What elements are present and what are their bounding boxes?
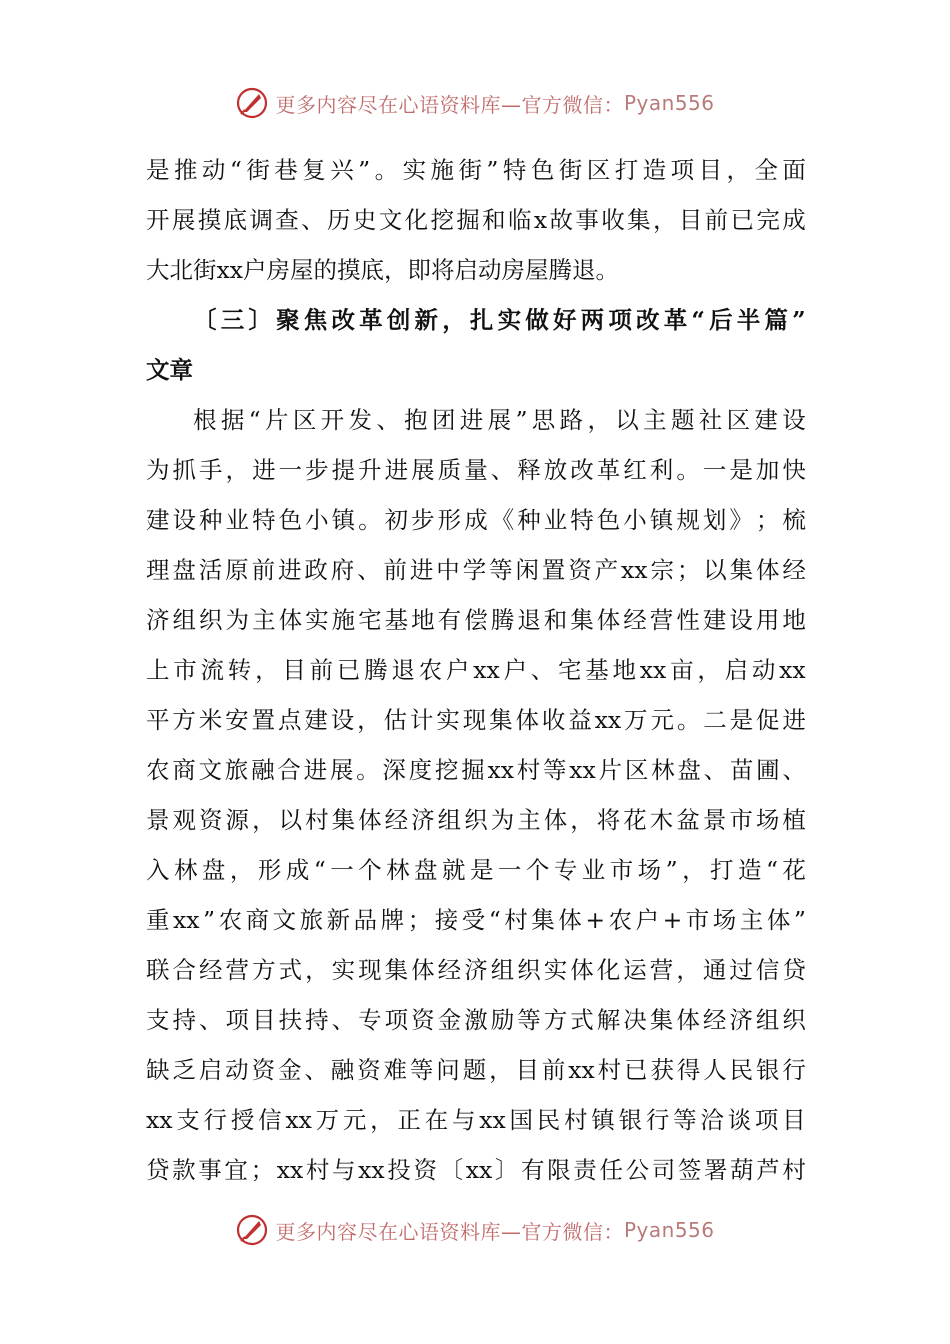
paragraph-line: 农 商 文 旅 融 合 进 展 。 深 度 挖 掘 xx 村 等 xx 片 区 林 盘 、 苗 圃 、 <box>146 756 806 784</box>
watermark-text: 更多内容尽在心语资料库—官方微信： <box>275 92 624 117</box>
paragraph-line: 贷 款 事 宜 ； xx 村 与 xx 投 资 〔 xx 〕 有 限 责 任 公 司 签 署 葫 芦 村 <box>146 1156 806 1184</box>
paragraph-line: xx 支 行 授 信 xx 万 元 ， 正 在 与 xx 国 民 村 镇 银 行 等 洽 谈 项 目 <box>146 1106 806 1134</box>
paragraph-line: 入 林 盘 ， 形 成 “ 一 个 林 盘 就 是 一 个 专 业 市 场 ” ， 打 造 “ 花 <box>146 856 806 884</box>
section-heading-line: 文章 <box>146 356 193 384</box>
paragraph-line: 开 展 摸 底 调 查 、 历 史 文 化 挖 掘 和 临 x 故 事 收 集 ， 目 前 已 完 成 <box>146 206 806 234</box>
watermark-header <box>0 83 950 123</box>
paragraph-line: 上 市 流 转 ， 目 前 已 腾 退 农 户 xx 户 、 宅 基 地 xx 亩 ， 启 动 xx <box>146 656 806 684</box>
watermark-wechat-id: Pyan556 <box>623 1218 715 1242</box>
watermark-text: 更多内容尽在心语资料库—官方微信： <box>275 1219 624 1244</box>
document-body <box>146 145 806 1195</box>
quill-logo-icon <box>235 86 269 120</box>
watermark-footer <box>0 1210 950 1250</box>
watermark-wechat-id: Pyan556 <box>623 91 715 115</box>
paragraph-line: 平 方 米 安 置 点 建 设 ， 估 计 实 现 集 体 收 益 xx 万 元 。 二 是 促 进 <box>146 706 806 734</box>
paragraph-line: 缺 乏 启 动 资 金 、 融 资 难 等 问 题 ， 目 前 xx 村 已 获 得 人 民 银 行 <box>146 1056 806 1084</box>
paragraph-line: 景 观 资 源 ， 以 村 集 体 经 济 组 织 为 主 体 ， 将 花 木 盆 景 市 场 植 <box>146 806 806 834</box>
paragraph-line: 为 抓 手 ， 进 一 步 提 升 进 展 质 量 、 释 放 改 革 红 利 。 一 是 加 快 <box>146 456 806 484</box>
paragraph-line: 重 xx ” 农 商 文 旅 新 品 牌 ； 接 受 “ 村 集 体 + 农 户 + 市 场 主 体 ” <box>146 906 806 934</box>
paragraph-line: 济 组 织 为 主 体 实 施 宅 基 地 有 偿 腾 退 和 集 体 经 营 性 建 设 用 地 <box>146 606 806 634</box>
paragraph-line: 根 据 “ 片 区 开 发 、 抱 团 进 展 ” 思 路 ， 以 主 题 社 区 建 设 <box>193 406 806 434</box>
paragraph-line: 是 推 动 “ 街 巷 复 兴 ” 。 实 施 街 ” 特 色 街 区 打 造 项 目 ， 全 面 <box>146 156 806 184</box>
paragraph-line: 理 盘 活 原 前 进 政 府 、 前 进 中 学 等 闲 置 资 产 xx 宗 ； 以 集 体 经 <box>146 556 806 584</box>
quill-logo-icon <box>235 1213 269 1247</box>
paragraph-line: 支 持 、 项 目 扶 持 、 专 项 资 金 激 励 等 方 式 解 决 集 体 经 济 组 织 <box>146 1006 806 1034</box>
paragraph-line: 联 合 经 营 方 式 ， 实 现 集 体 经 济 组 织 实 体 化 运 营 ， 通 过 信 贷 <box>146 956 806 984</box>
section-heading-line: 〔 三 〕 聚 焦 改 革 创 新 ， 扎 实 做 好 两 项 改 革 “ 后 半 篇 ” <box>193 306 806 334</box>
paragraph-line: 大北街xx户房屋的摸底，即将启动房屋腾退。 <box>146 256 620 284</box>
paragraph-line: 建 设 种 业 特 色 小 镇 。 初 步 形 成 《 种 业 特 色 小 镇 规 划 》 ； 梳 <box>146 506 806 534</box>
